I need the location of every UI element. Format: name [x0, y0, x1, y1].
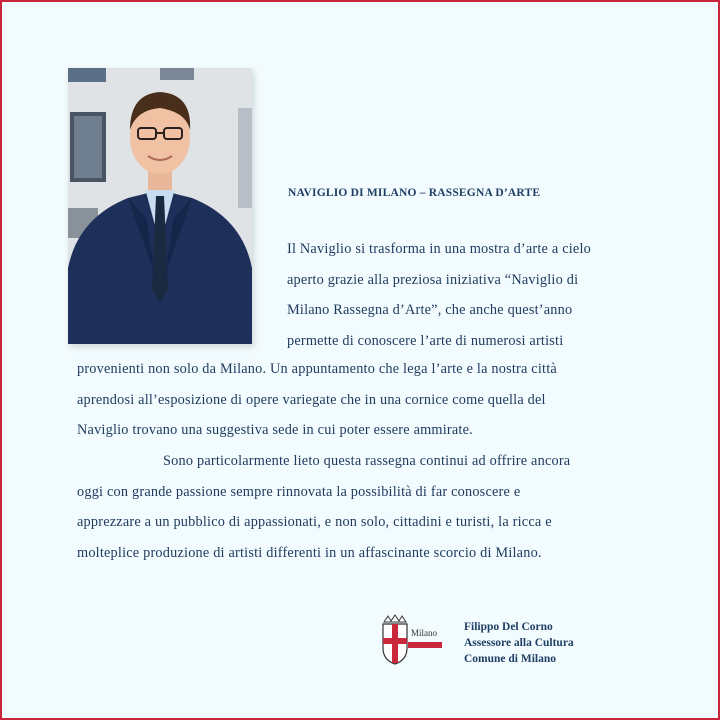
text-line: Naviglio trovano una suggestiva sede in cui poter essere ammirate.: [77, 422, 473, 438]
paragraph-1-top: [287, 234, 647, 356]
portrait-photo: [68, 68, 252, 344]
text-line: molteplice produzione di artisti differenti in un affascinante scorcio di Milano.: [77, 544, 542, 561]
text-line: aperto grazie alla preziosa iniziativa “Naviglio di: [287, 271, 579, 288]
text-line: aprendosi all’esposizione di opere variegate che in una cornice come quella del: [77, 391, 546, 408]
text-line: Sono particolarmente lieto questa rassegna continui ad offrire ancora: [163, 453, 571, 469]
paragraph-1-bottom: [77, 354, 647, 446]
signature-role: Assessore alla Cultura: [464, 637, 574, 649]
text-line: oggi con grande passione sempre rinnovata la possibilità di far conoscere e: [77, 483, 521, 500]
text-line: provenienti non solo da Milano. Un appuntamento che lega l’arte e la nostra città: [77, 361, 557, 377]
article-heading: NAVIGLIO DI MILANO – RASSEGNA D’ARTE: [288, 187, 541, 199]
paragraph-2: [77, 446, 647, 568]
comune-di-milano-logo: [380, 614, 450, 668]
text-line: Milano Rassegna d’Arte”, che anche quest’anno: [287, 302, 573, 318]
portrait-illustration: [68, 68, 252, 344]
text-line: Il Naviglio si trasforma in una mostra d’arte a cielo: [287, 241, 591, 257]
logo-text: Milano: [411, 628, 437, 638]
milano-coat-of-arms-icon: [380, 614, 450, 668]
signature-office: Comune di Milano: [464, 653, 557, 665]
text-line: permette di conoscere l’arte di numerosi artisti: [287, 332, 564, 349]
signature-block: [464, 619, 574, 667]
text-line: apprezzare a un pubblico di appassionati, e non solo, cittadini e turisti, la ricca e: [77, 514, 552, 530]
signature-name: Filippo Del Corno: [464, 621, 553, 633]
